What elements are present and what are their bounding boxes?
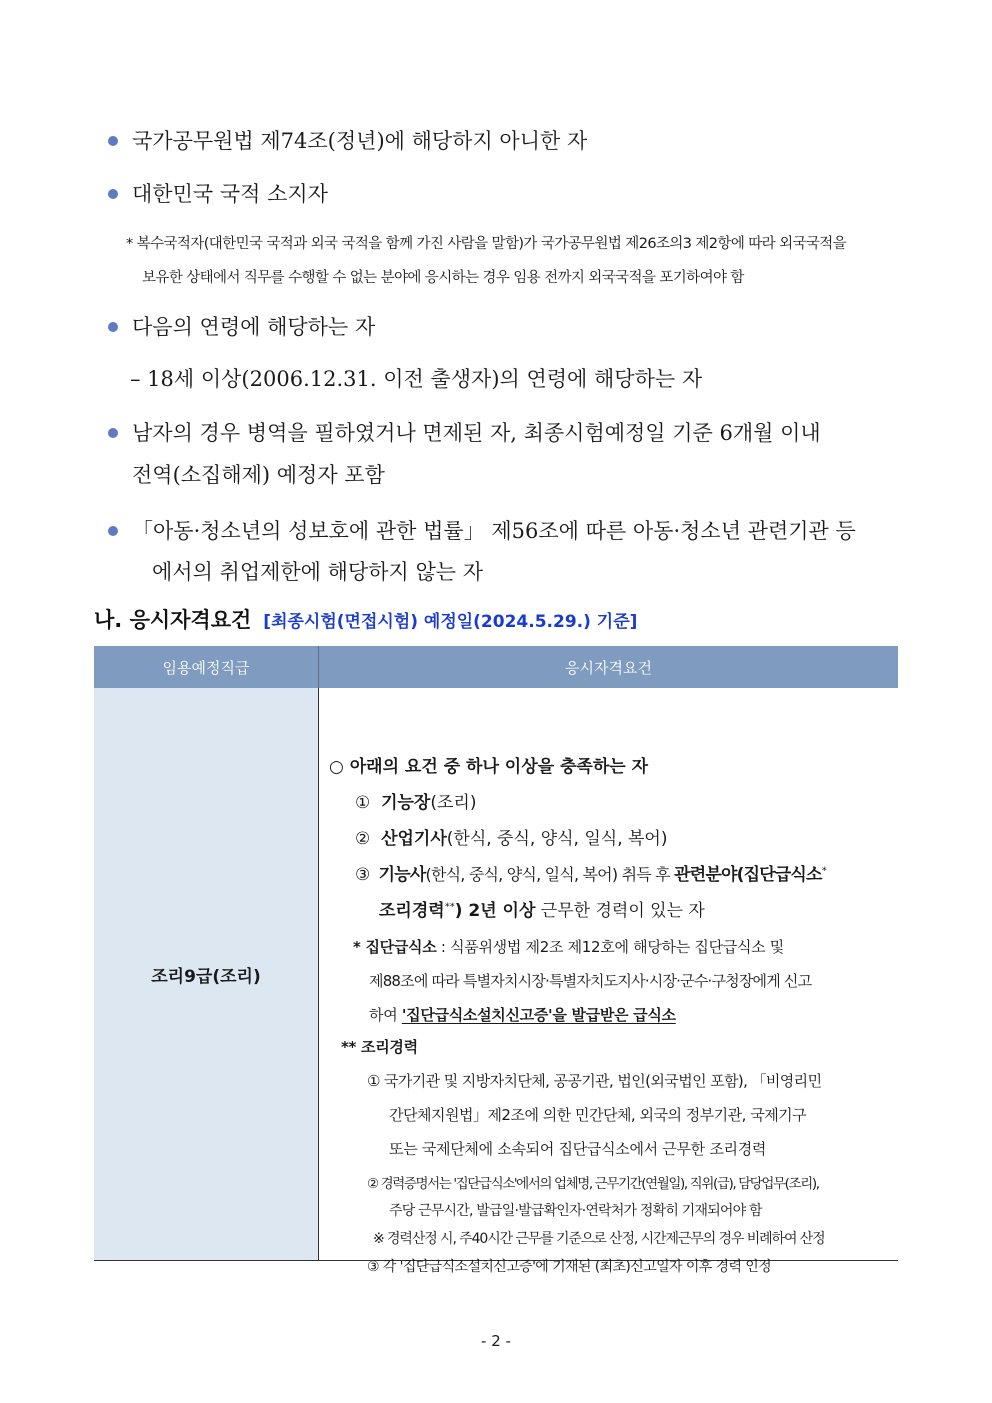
bullet-age: 다음의 연령에 해당하는 자 [108,306,375,348]
requirements-table [94,646,898,1275]
bullet-youth-protection-cont: 에서의 취업제한에 해당하지 않는 자 [152,560,483,584]
section-subtitle: [최종시험(면접시험) 예정일(2024.5.29.) 기준] [263,612,638,632]
requirement-2: ② 산업기사(한식, 중식, 양식, 일식, 복어) [355,829,668,849]
requirement-3: ③ 기능사(한식, 중식, 양식, 일식, 복어) 취득 후 관련분야(집단급식소* [355,865,826,885]
note-cooking-career-title: ** 조리경력 [341,1038,418,1056]
bullet-military-cont: 전역(소집해제) 예정자 포함 [132,463,385,487]
nationality-note-line2: 보유한 상태에서 직무를 수행할 수 없는 분야에 응시하는 경우 임용 전까지 외국국적을 포기하여야 함 [142,270,744,286]
career-1-line3: 또는 국제단체에 소속되어 집단급식소에서 근무한 조리경력 [389,1140,767,1158]
bullet-dot-icon [108,322,118,332]
career-3: ③ 각 '집단급식소설치신고증'에 기재된 (최초)신고일자 이후 경력 인정 [367,1259,772,1275]
section-title [94,604,637,634]
table-header-row [94,646,898,688]
bullet-nationality: 대한민국 국적 소지자 [108,173,328,215]
requirement-3-line2: 조리경력**) 2년 이상 근무한 경력이 있는 자 [379,901,705,921]
career-2-line1: ② 경력증명서는 '집단급식소'에서의 업체명, 근무기간(연월일), 직위(급), 담당업무(조리), [367,1176,819,1192]
requirements-cell [319,688,899,1275]
bullet-dot-icon [108,189,118,199]
career-calculation-note: ※ 경력산정 시, 주40시간 근무를 기준으로 산정, 시간제근무의 경우 비례하여 산정 [373,1231,825,1247]
note-meal-facility: * 집단급식소 : 식품위생법 제2조 제12호에 해당하는 집단급식소 및 [353,938,784,956]
requirements-intro: ○ 아래의 요건 중 하나 이상을 충족하는 자 [329,757,649,777]
bullet-youth-protection: 「아동·청소년의 성보호에 관한 법률」 제56조에 따른 아동·청소년 관련기관 등 [108,510,856,552]
requirement-1: ① 기능장(조리) [355,793,477,813]
bullet-retirement: 국가공무원법 제74조(정년)에 해당하지 아니한 자 [108,120,587,162]
career-1-line2: 간단체지원법」제2조에 의한 민간단체, 외국의 정부기관, 국제기구 [389,1106,807,1124]
age-requirement: – 18세 이상(2006.12.31. 이전 출생자)의 연령에 해당하는 자 [130,367,703,391]
section-heading: 나. 응시자격요건 [94,608,252,632]
page-number: - 2 - [481,1332,511,1350]
note-meal-facility-line2: 제88조에 따라 특별자치시장·특별자치도지사·시장·군수·구청장에게 신고 [369,972,812,990]
career-2-line2: 주당 근무시간, 발급일·발급확인자·연락처가 정확히 기재되어야 함 [389,1203,762,1219]
career-1-line1: ① 국가기관 및 지방자치단체, 공공기관, 법인(외국법인 포함), 「비영리민 [367,1072,822,1090]
bullet-military: 남자의 경우 병역을 필하였거나 면제된 자, 최종시험예정일 기준 6개월 이내 [108,412,821,454]
bullet-dot-icon [108,526,118,536]
table-row [94,688,898,1261]
header-grade: 임용예정직급 [94,646,319,688]
grade-cell: 조리9급(조리) [94,688,319,1261]
bullet-dot-icon [108,136,118,146]
note-meal-facility-line3: 하여 '집단급식소설치신고증'을 발급받은 급식소 [369,1006,676,1024]
bullet-dot-icon [108,428,118,438]
header-requirements: 응시자격요건 [319,646,899,688]
nationality-note-line1: * 복수국적자(대한민국 국적과 외국 국적을 함께 가진 사람을 말함)가 국가공무원법 제26조의3 제2항에 따라 외국국적을 [126,236,847,252]
